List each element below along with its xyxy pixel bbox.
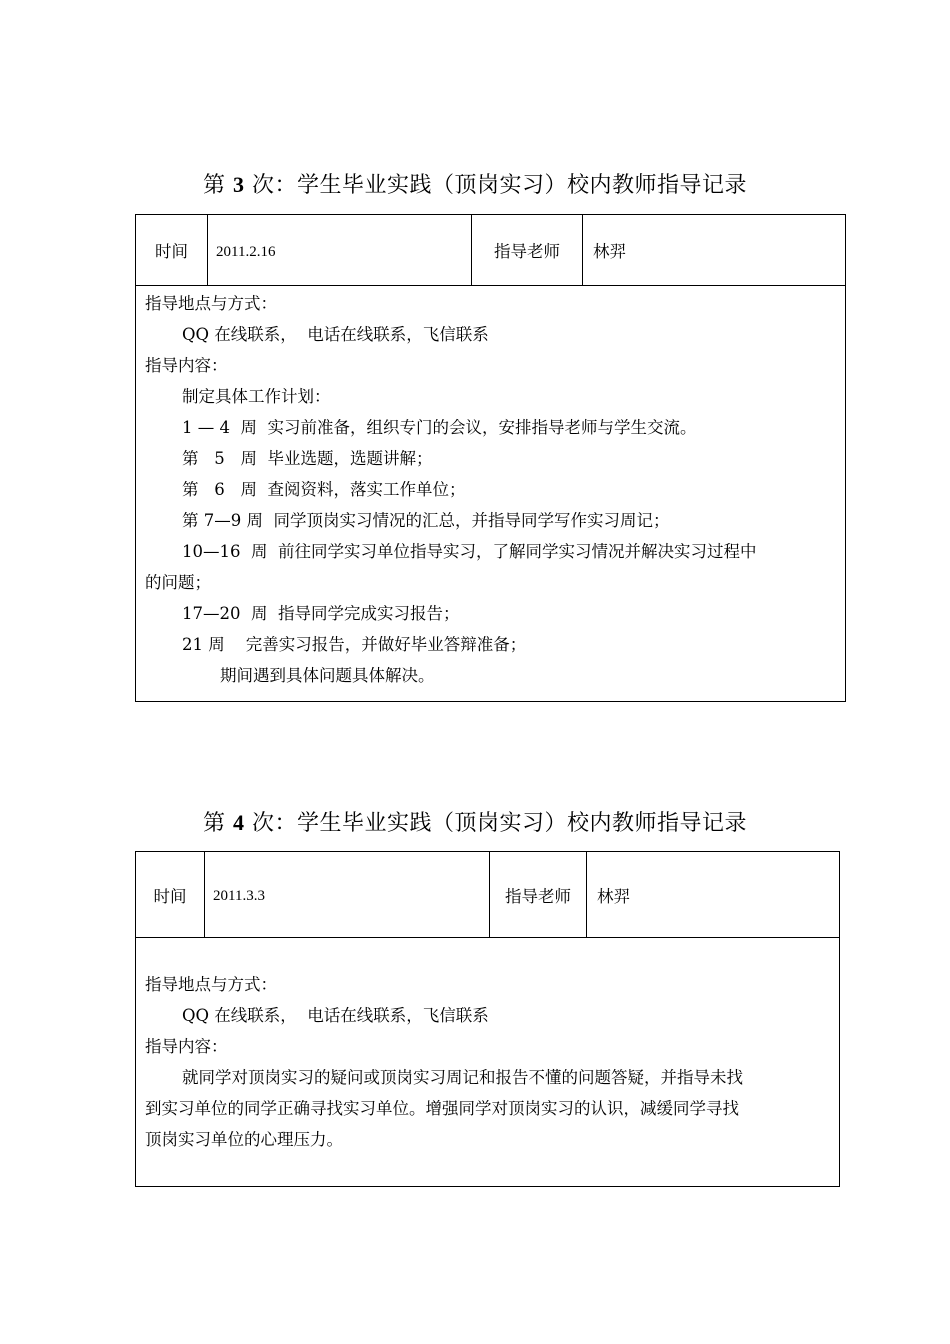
- guidance-content: [136, 938, 840, 1187]
- teacher-name: 林羿: [583, 215, 846, 286]
- content-line: 第 7—9 周 同学顶岗实习情况的汇总，并指导同学写作实习周记；: [182, 511, 670, 530]
- time-label: 时间: [136, 852, 205, 938]
- content-line: 到实习单位的同学正确寻找实习单位。增强同学对顶岗实习的认识，减缓同学寻找: [145, 1099, 739, 1118]
- guidance-content: [136, 286, 846, 702]
- teacher-name: 林羿: [587, 852, 840, 938]
- guidance-date: 2011.3.3: [205, 852, 490, 938]
- content-line: QQ 在线联系， 电话在线联系，飞信联系: [182, 325, 489, 344]
- title-suffix: 次：学生毕业实践（顶岗实习）校内教师指导记录: [252, 173, 748, 198]
- content-line: 指导内容：: [145, 356, 228, 375]
- record-1-title: [0, 168, 950, 199]
- content-line: QQ 在线联系， 电话在线联系，飞信联系: [182, 1006, 489, 1025]
- content-line: 期间遇到具体问题具体解决。: [220, 666, 435, 685]
- teacher-label: 指导老师: [472, 215, 583, 286]
- content-line: 第 6 周 查阅资料，落实工作单位；: [182, 480, 466, 499]
- content-line: 1 — 4 周 实习前准备，组织专门的会议，安排指导老师与学生交流。: [182, 418, 697, 437]
- content-line: 指导内容：: [145, 1037, 228, 1056]
- record-2-title: [0, 806, 950, 837]
- content-line: 就同学对顶岗实习的疑问或顶岗实习周记和报告不懂的问题答疑，并指导未找: [182, 1068, 743, 1087]
- content-line: 第 5 周 毕业选题，选题讲解；: [182, 449, 433, 468]
- time-label: 时间: [136, 215, 208, 286]
- content-line: 21 周 完善实习报告，并做好毕业答辩准备；: [182, 635, 527, 654]
- title-prefix: 第: [202, 811, 226, 836]
- content-line: 17—20 周 指导同学完成实习报告；: [182, 604, 460, 623]
- record-2-table: [135, 851, 840, 1187]
- content-line: 指导地点与方式：: [145, 294, 277, 313]
- title-prefix: 第: [202, 173, 226, 198]
- content-line: 10—16 周 前往同学实习单位指导实习，了解同学实习情况并解决实习过程中: [182, 542, 757, 561]
- title-suffix: 次：学生毕业实践（顶岗实习）校内教师指导记录: [252, 811, 748, 836]
- guidance-date: 2011.2.16: [208, 215, 472, 286]
- content-line: 制定具体工作计划：: [182, 387, 331, 406]
- content-line: 的问题；: [145, 573, 211, 592]
- teacher-label: 指导老师: [490, 852, 587, 938]
- record-1-table: [135, 214, 846, 702]
- title-number: 4: [233, 810, 245, 835]
- content-line: 顶岗实习单位的心理压力。: [145, 1130, 343, 1149]
- content-line: 指导地点与方式：: [145, 975, 277, 994]
- title-number: 3: [233, 172, 245, 197]
